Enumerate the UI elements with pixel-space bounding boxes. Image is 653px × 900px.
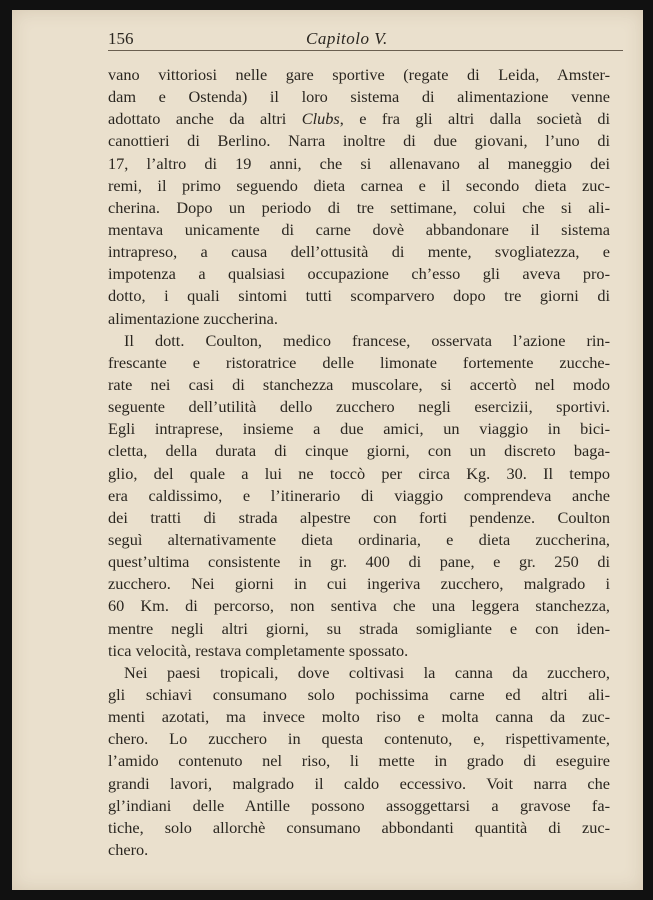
- text-segment: , e fra gli altri dalla società di: [339, 109, 610, 129]
- text-line: quest’ultima consistente in gr. 400 di pane, e gr. 250 di: [108, 552, 610, 572]
- text-line: mentava unicamente di carne dovè abbandonare il sistema: [108, 219, 610, 239]
- text-line: canottieri di Berlino. Narra inoltre di due giovani, l’uno di: [108, 131, 610, 151]
- text-line: gl’indiani delle Antille possono assoggettarsi a gravose fa-: [108, 795, 610, 815]
- text-line: vano vittoriosi nelle gare sportive (regate di Leida, Amster-: [108, 65, 610, 84]
- text-line: Il dott. Coulton, medico francese, osservata l’azione rin-: [124, 330, 610, 350]
- text-line: l’amido contenuto nel riso, li mette in grado di eseguire: [108, 751, 610, 771]
- text-line: glio, del quale a lui ne toccò per circa Kg. 30. Il tempo: [108, 463, 610, 483]
- text-line: [108, 108, 610, 130]
- book-page: [12, 10, 643, 890]
- text-line: Egli intraprese, insieme a due amici, un viaggio in bici-: [108, 419, 610, 439]
- text-line: mentre negli altri giorni, su strada somigliante e con iden-: [108, 618, 610, 638]
- text-line: frescante e ristoratrice delle limonate fortemente zucche-: [108, 352, 610, 372]
- text-line: impotenza a qualsiasi occupazione ch’esso gli aveva pro-: [108, 264, 610, 284]
- body-text: [108, 64, 610, 861]
- text-line: chero.: [108, 839, 149, 859]
- text-line: grandi lavori, malgrado il caldo eccessivo. Voit narra che: [108, 773, 610, 793]
- text-line: zucchero. Nei giorni in cui ingeriva zucchero, malgrado i: [108, 574, 610, 594]
- text-line: intrapreso, a causa dell’ottusità di mente, svogliatezza, e: [108, 242, 610, 262]
- text-segment: adottato anche da altri: [108, 109, 302, 129]
- running-title: Capitolo V.: [306, 29, 388, 48]
- text-line: seguì alternativamente dieta ordinaria, e dieta zuccherina,: [108, 529, 610, 549]
- page-header: [108, 20, 623, 51]
- text-line: rate nei casi di stanchezza muscolare, si accertò nel modo: [108, 374, 610, 394]
- text-line: 60 Km. di percorso, non sentiva che una leggera stanchezza,: [108, 596, 610, 616]
- text-line: chero. Lo zucchero in questa contenuto, e, rispettivamente,: [108, 729, 610, 749]
- text-line: gli schiavi consumano solo pochissima carne ed altri ali-: [108, 684, 610, 704]
- italic-term: Clubs: [301, 109, 340, 129]
- text-line: era caldissimo, e l’itinerario di viaggio comprendeva anche: [108, 485, 610, 505]
- text-line: seguente dell’utilità dello zucchero negli esercizii, sportivi.: [108, 397, 610, 417]
- text-line: tiche, solo allorchè consumano abbondanti quantità di zuc-: [108, 817, 610, 837]
- text-line: cletta, della durata di cinque giorni, con un discreto baga-: [108, 441, 610, 461]
- text-line: dotto, i quali sintomi tutti scomparvero dopo tre giorni di: [108, 286, 610, 306]
- text-line: alimentazione zuccherina.: [108, 308, 278, 328]
- text-line: cherina. Dopo un periodo di tre settimane, colui che si ali-: [108, 197, 610, 217]
- text-line: dam e Ostenda) il loro sistema di alimentazione venne: [108, 87, 610, 107]
- text-line: remi, il primo seguendo dieta carnea e il secondo dieta zuc-: [108, 175, 610, 195]
- text-line: Nei paesi tropicali, dove coltivasi la canna da zucchero,: [124, 662, 610, 682]
- text-line: menti azotati, ma invece molto riso e molta canna da zuc-: [108, 707, 610, 727]
- page-number: 156: [108, 29, 134, 48]
- text-line: 17, l’altro di 19 anni, che si allenavano al maneggio dei: [108, 153, 610, 173]
- text-line: tica velocità, restava completamente spossato.: [108, 640, 409, 660]
- text-line: dei tratti di strada alpestre con forti pendenze. Coulton: [108, 507, 610, 527]
